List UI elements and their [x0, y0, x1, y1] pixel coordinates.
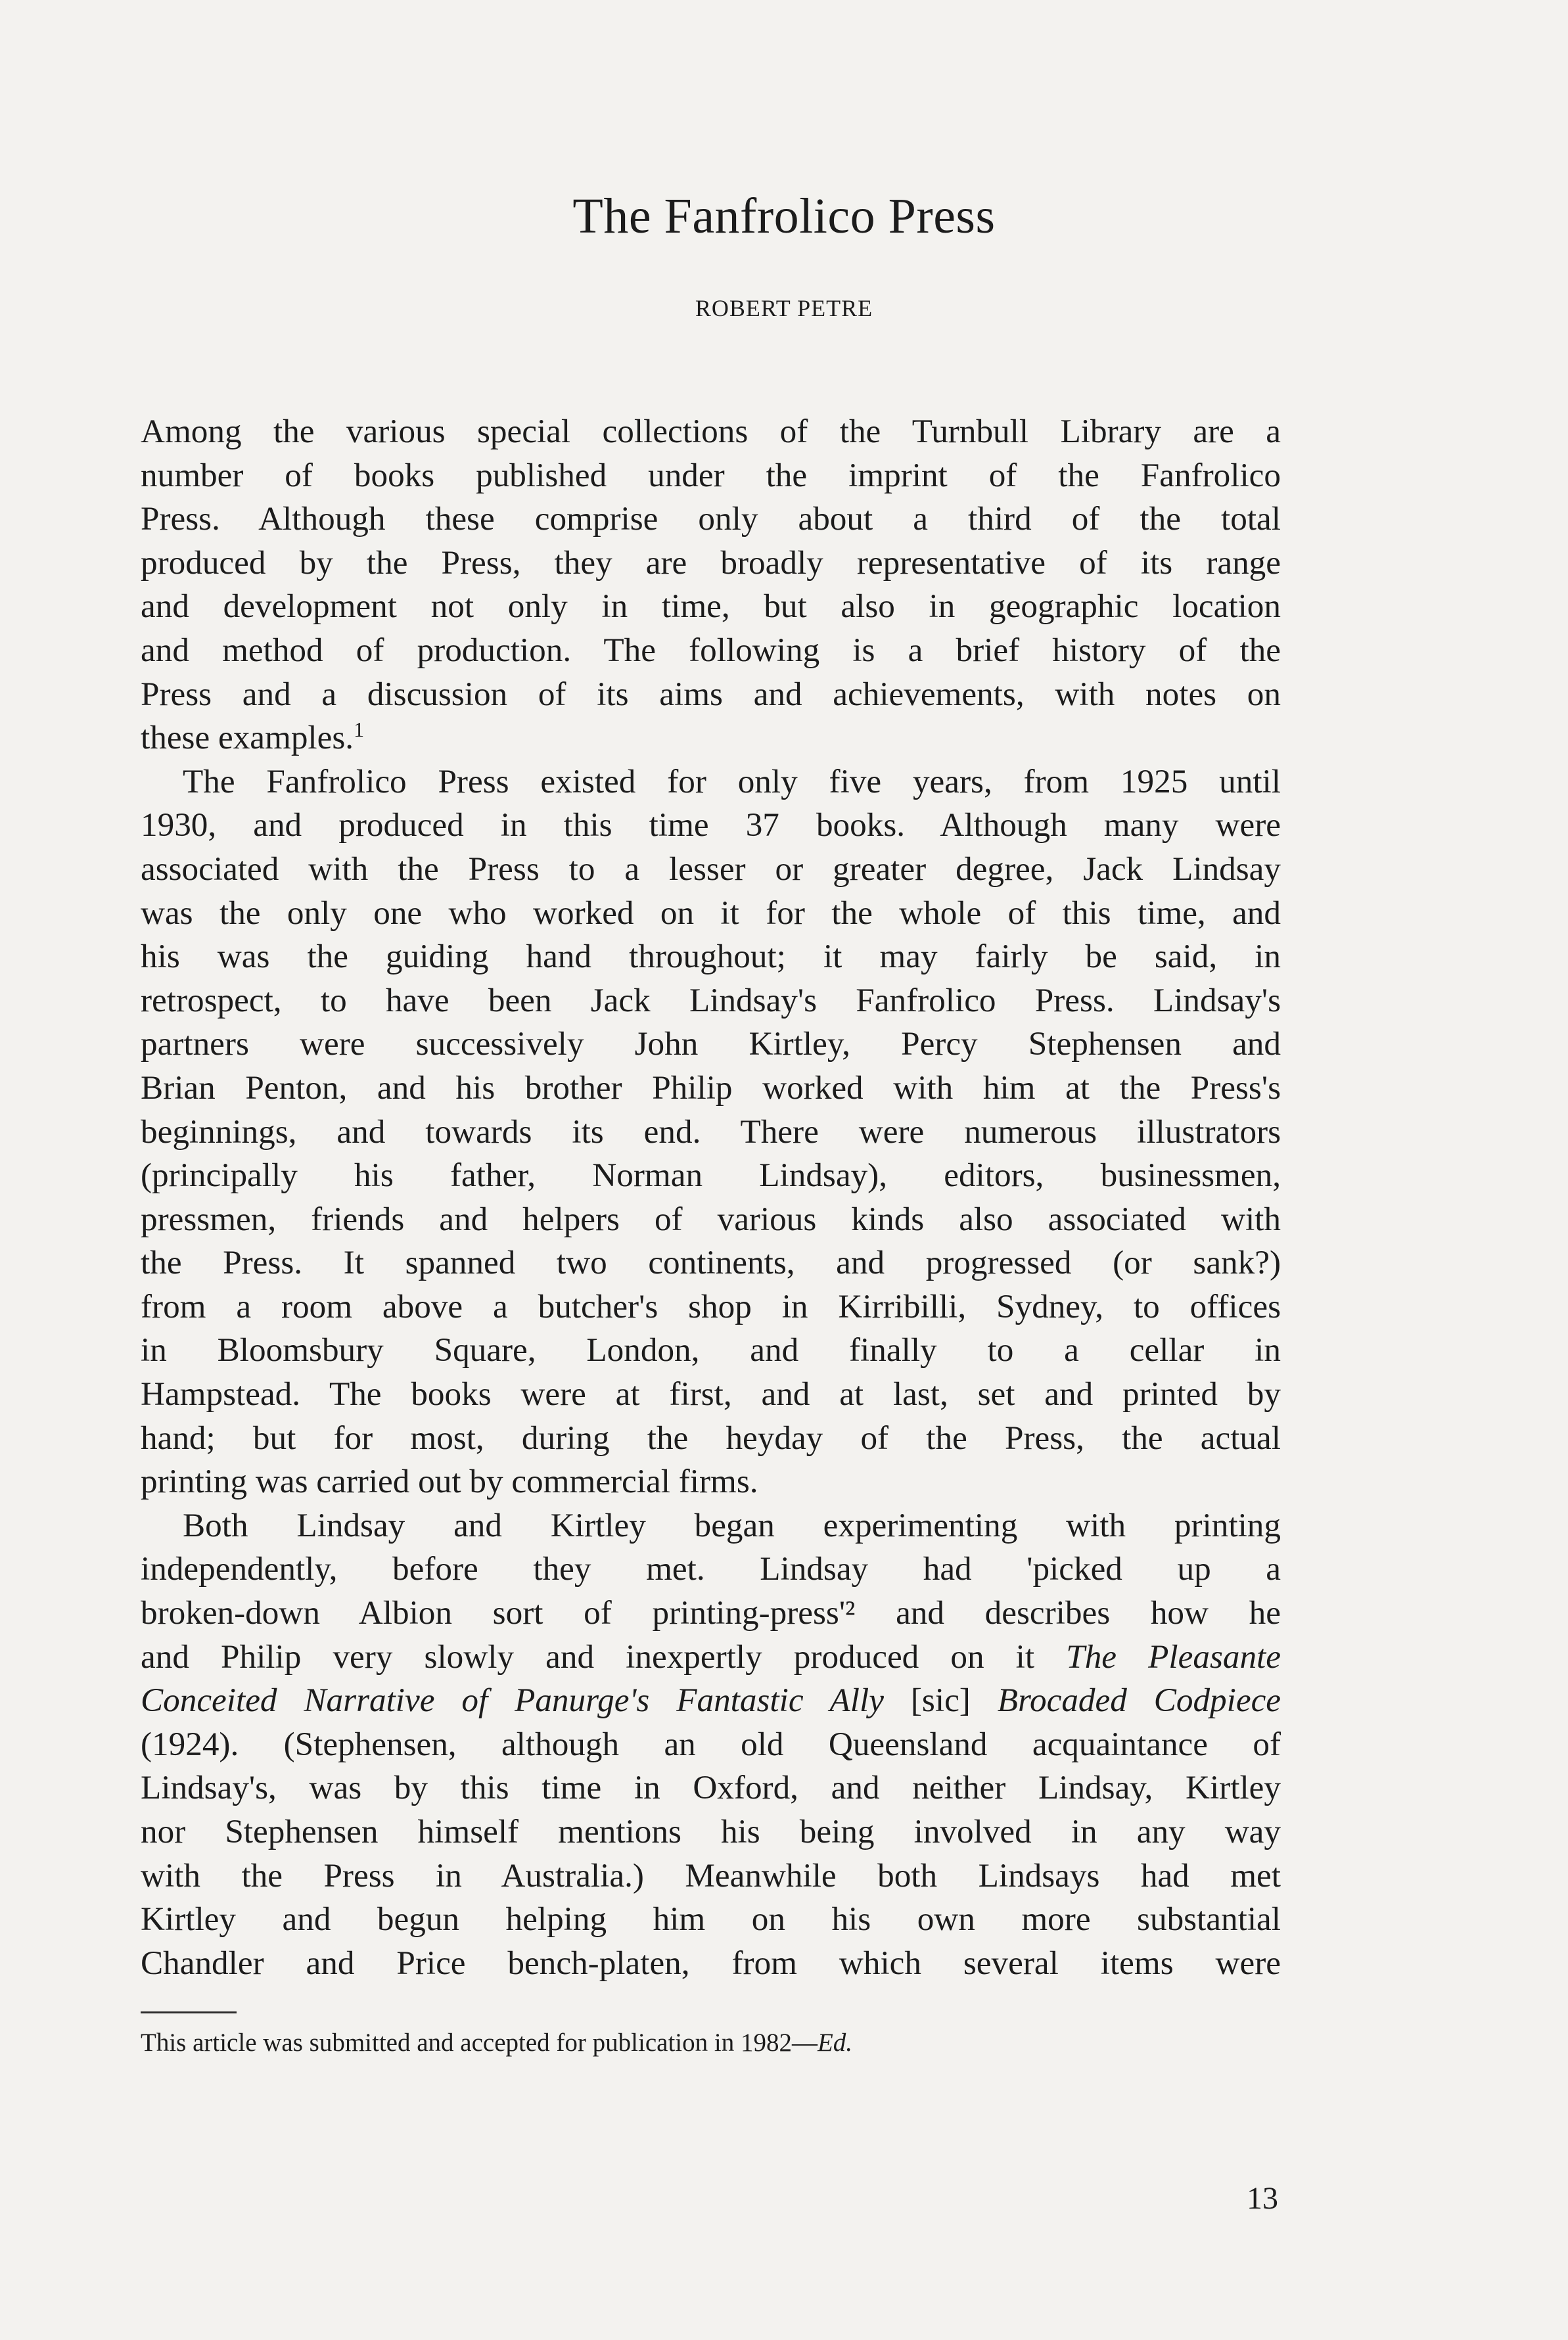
- body-line: in Bloomsbury Square, London, and finally to a cellar in: [141, 1331, 1281, 1369]
- footnote-divider: [141, 2011, 237, 2013]
- body-line: Kirtley and begun helping him on his own more substantial: [141, 1900, 1281, 1939]
- body-line: and method of production. The following is a brief history of the: [141, 631, 1281, 669]
- body-line-text: these examples.: [141, 719, 354, 757]
- paragraph-2: [141, 760, 1281, 1504]
- body-line: [141, 1679, 1281, 1723]
- body-line: beginnings, and towards its end. There were numerous illustrators: [141, 1113, 1281, 1151]
- body-line: number of books published under the imprint of the Fanfrolico: [141, 456, 1281, 494]
- body-line: 1930, and produced in this time 37 books. Although many were: [141, 806, 1281, 844]
- body-line: (1924). (Stephensen, although an old Queensland acquaintance of: [141, 1725, 1281, 1763]
- book-title-italic: The Pleasante: [1066, 1638, 1281, 1676]
- footnote-text: This article was submitted and accepted for publication in 1982—: [141, 2029, 818, 2057]
- body-line: the Press. It spanned two continents, and progressed (or sank?): [141, 1244, 1281, 1282]
- body-line: Press. Although these comprise only about a third of the total: [141, 500, 1281, 538]
- paragraph-3: [141, 1504, 1281, 1986]
- body-line-text: and Philip very slowly and inexpertly produced on it: [141, 1638, 1035, 1676]
- body-line: was the only one who worked on it for the whole of this time, and: [141, 894, 1281, 932]
- body-line: Lindsay's, was by this time in Oxford, and neither Lindsay, Kirtley: [141, 1769, 1281, 1807]
- body-line: (principally his father, Norman Lindsay), editors, businessmen,: [141, 1157, 1281, 1195]
- body-line: Hampstead. The books were at first, and at last, set and printed by: [141, 1375, 1281, 1413]
- body-line: retrospect, to have been Jack Lindsay's Fanfrolico Press. Lindsay's: [141, 981, 1281, 1019]
- body-line: independently, before they met. Lindsay had 'picked up a: [141, 1550, 1281, 1588]
- body-line: nor Stephensen himself mentions his being involved in any way: [141, 1813, 1281, 1850]
- footnote-marker: 1: [354, 718, 365, 742]
- body-line: printing was carried out by commercial firms.: [141, 1463, 758, 1501]
- article-author: ROBERT PETRE: [695, 295, 873, 321]
- body-line: Brian Penton, and his brother Philip worked with him at the Press's: [141, 1068, 1281, 1107]
- body-line: Press and a discussion of its aims and achievements, with notes on: [141, 675, 1281, 713]
- body-line: his was the guiding hand throughout; it may fairly be said, in: [141, 938, 1281, 976]
- body-line: produced by the Press, they are broadly representative of its range: [141, 543, 1281, 582]
- footnote-ed: Ed.: [817, 2029, 853, 2057]
- sic-note: [sic]: [910, 1682, 971, 1720]
- body-line: hand; but for most, during the heyday of the Press, the actual: [141, 1419, 1281, 1457]
- body-line: from a room above a butcher's shop in Kirribilli, Sydney, to offices: [141, 1287, 1281, 1325]
- book-title-italic: Brocaded Codpiece: [997, 1682, 1281, 1720]
- body-line: pressmen, friends and helpers of various kinds also associated with: [141, 1200, 1281, 1238]
- body-line: [141, 1636, 1281, 1680]
- body-line: and development not only in time, but also in geographic location: [141, 587, 1281, 626]
- body-line: [141, 716, 1281, 760]
- book-title-italic: Conceited Narrative of Panurge's Fantastic Ally: [141, 1682, 884, 1720]
- body-line: The Fanfrolico Press existed for only five years, from 1925 until: [183, 762, 1281, 800]
- body-line: Among the various special collections of the Turnbull Library are a: [141, 413, 1281, 450]
- body-line: broken-down Albion sort of printing-press'² and describes how he: [141, 1594, 1281, 1632]
- body-line: partners were successively John Kirtley, Percy Stephensen and: [141, 1025, 1281, 1063]
- body-line: with the Press in Australia.) Meanwhile both Lindsays had met: [141, 1856, 1281, 1894]
- paragraph-1: [141, 410, 1281, 760]
- body-line: associated with the Press to a lesser or greater degree, Jack Lindsay: [141, 850, 1281, 888]
- article-body: [141, 410, 1281, 1985]
- editorial-footnote: [141, 2027, 1281, 2059]
- article-title: The Fanfrolico Press: [572, 189, 996, 244]
- body-line: Both Lindsay and Kirtley began experimenting with printing: [183, 1506, 1281, 1544]
- body-line: Chandler and Price bench-platen, from which several items were: [141, 1944, 1281, 1982]
- page-number: 13: [1247, 2181, 1278, 2216]
